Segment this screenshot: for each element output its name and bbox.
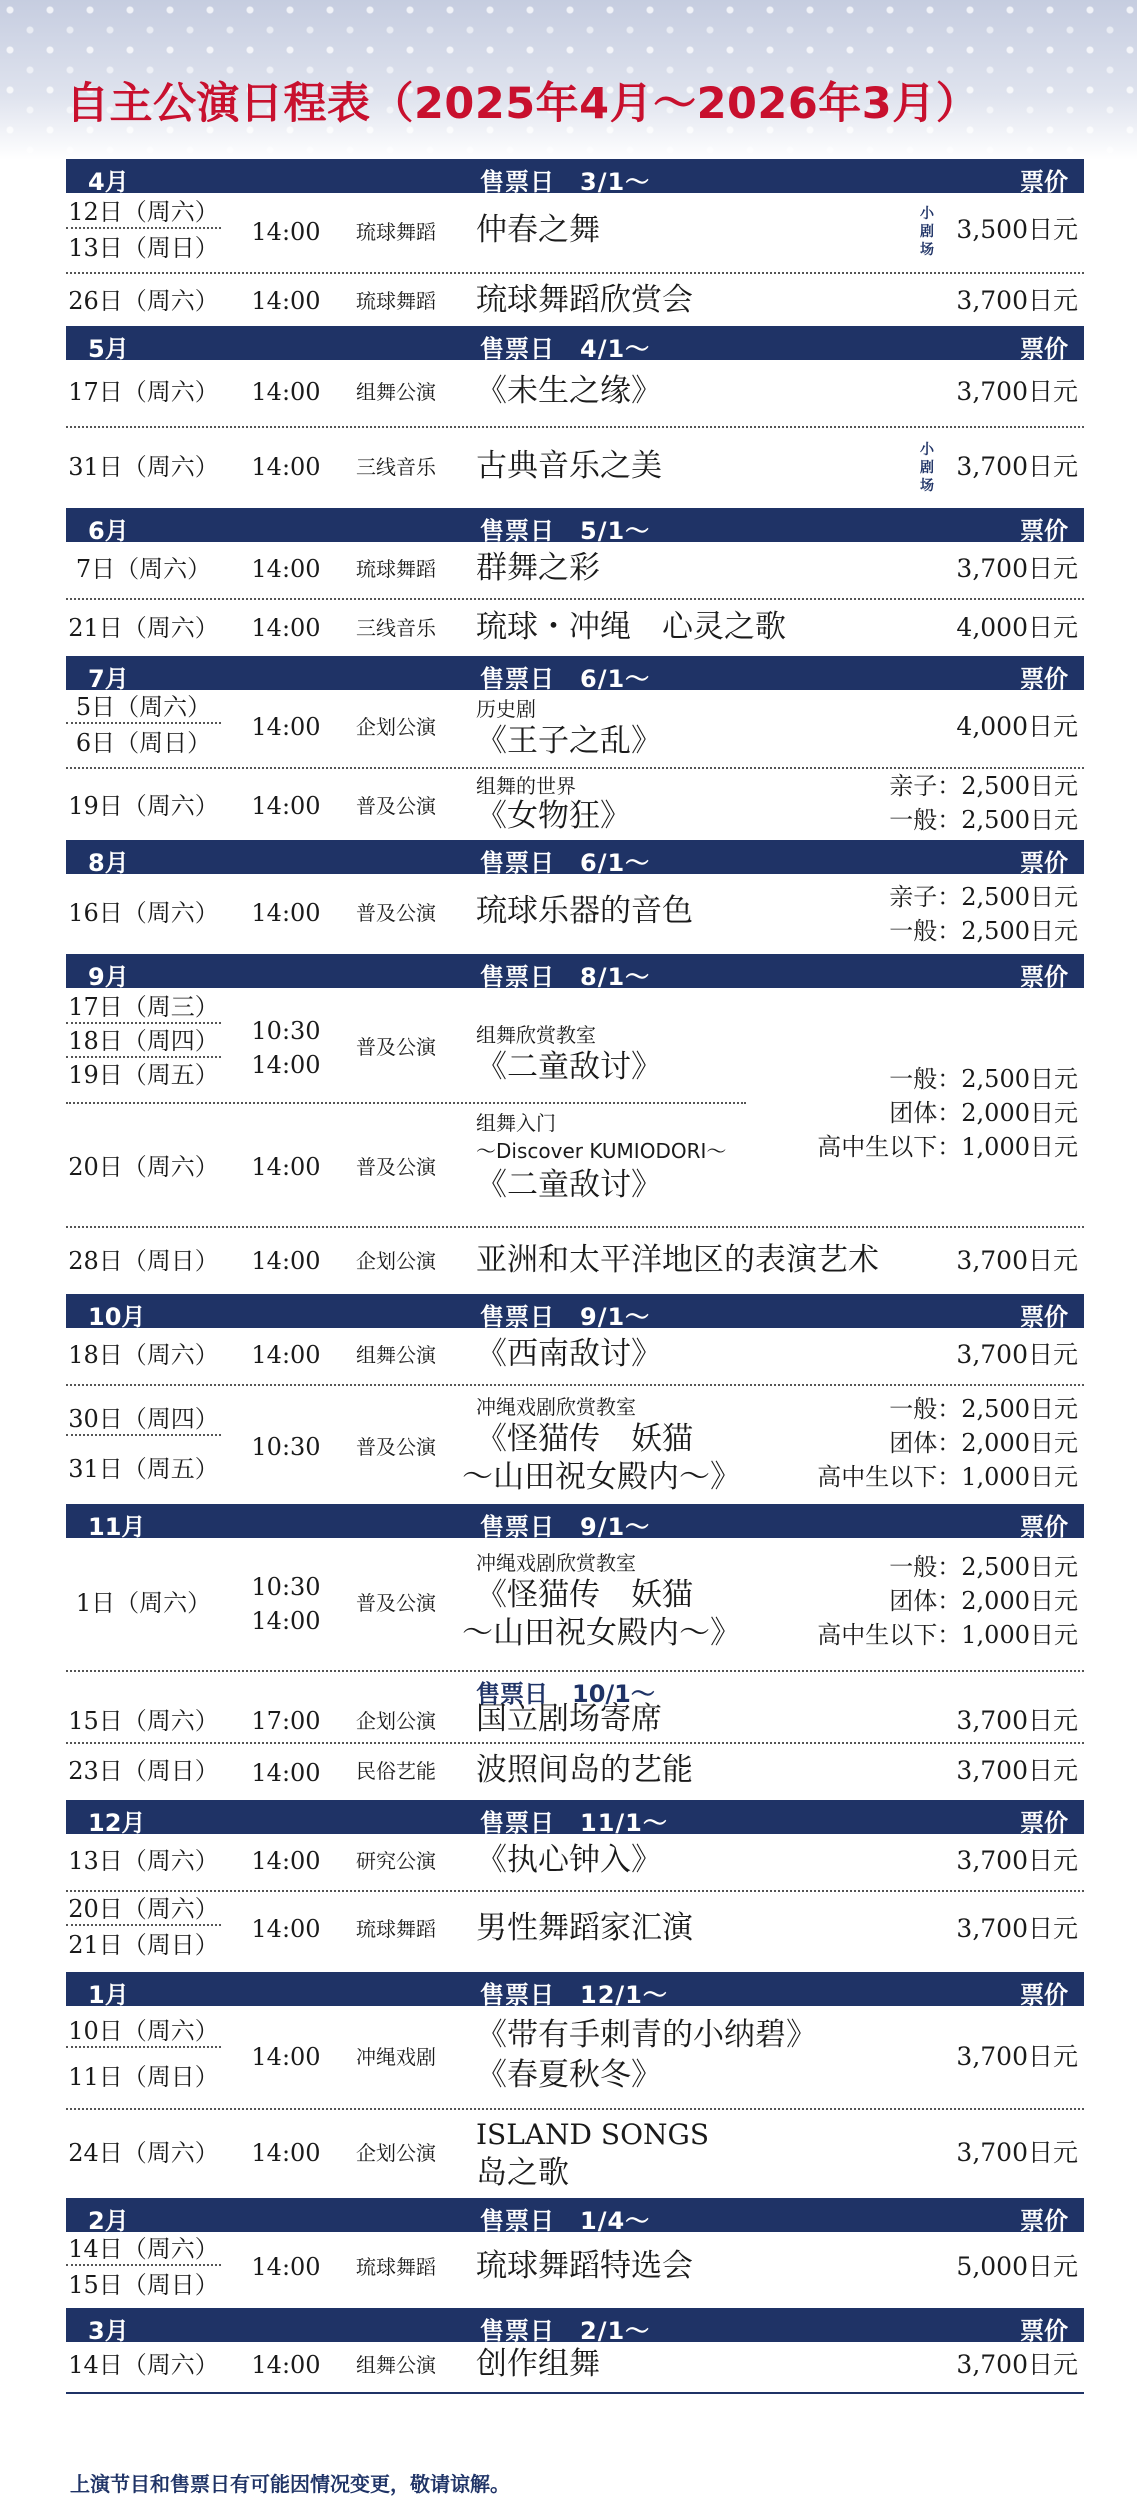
event-time: 17:00 [251, 1707, 321, 1735]
event-date: 13日（周六） [68, 1847, 219, 1875]
event-prices: 亲子：2,500日元 一般：2,500日元 [889, 772, 1078, 834]
event-time: 14:00 [251, 1847, 321, 1875]
event-price: 3,700日元 [956, 1246, 1078, 1275]
event-genre: 企划公演 [356, 2141, 436, 2165]
event-row [66, 2110, 1084, 2198]
event-date: 17日（周六） [68, 378, 219, 406]
event-date: 21日（周六） [68, 614, 219, 642]
event-price: 3,700日元 [956, 1846, 1078, 1875]
event-title: 《王子之乱》 [476, 723, 662, 759]
page-title: 自主公演日程表（2025年4月～2026年3月） [66, 79, 980, 129]
event-title: 岛之歌 [476, 2155, 569, 2191]
event-row [66, 1386, 1084, 1504]
footnote: 上演节目和售票日有可能因情况变更，敬请谅解。 [70, 2472, 510, 2496]
event-time: 10:30 [251, 1017, 321, 1045]
event-date: 26日（周六） [68, 287, 219, 315]
event-genre: 普及公演 [356, 1591, 436, 1615]
event-genre: 企划公演 [356, 1249, 436, 1273]
event-time: 14:00 [251, 218, 321, 246]
event-genre: 普及公演 [356, 1035, 436, 1059]
event-time: 14:00 [251, 1247, 321, 1275]
sale-date: 售票日 4/1～ [480, 335, 651, 363]
event-time: 14:00 [251, 792, 321, 820]
event-price: 3,700日元 [956, 1706, 1078, 1735]
event-price: 3,700日元 [956, 2138, 1078, 2167]
month-label: 9月 [88, 963, 129, 991]
event-price: 3,700日元 [956, 286, 1078, 315]
event-date: 1日（周六） [75, 1589, 212, 1617]
event-row [66, 2342, 1084, 2394]
event-date: 14日（周六） [68, 2351, 219, 2379]
event-genre: 三线音乐 [356, 455, 436, 479]
month-header-oct [66, 1294, 1084, 1331]
event-subtitle: 冲绳戏剧欣赏教室 [476, 1395, 636, 1419]
month-label: 4月 [88, 168, 129, 196]
event-time: 14:00 [251, 2139, 321, 2167]
event-date: 21日（周日） [68, 1931, 219, 1959]
event-title: ～山田祝女殿内～》 [462, 1615, 741, 1651]
month-header-jul [66, 656, 1084, 693]
event-time: 14:00 [251, 713, 321, 741]
price-header: 票价 [1020, 849, 1068, 877]
month-header-dec [66, 1800, 1084, 1837]
event-prices: 一般：2,500日元 团体：2,000日元 高中生以下：1,000日元 [817, 1395, 1078, 1491]
event-row [66, 1672, 1084, 1744]
event-title: 琉球舞蹈特选会 [476, 2248, 693, 2284]
event-row [66, 690, 1084, 769]
event-prices: 一般：2,500日元 团体：2,000日元 高中生以下：1,000日元 [817, 1553, 1078, 1649]
month-header-apr [66, 159, 1084, 196]
event-title: 仲春之舞 [476, 212, 600, 248]
sale-date: 售票日 2/1～ [480, 2317, 651, 2345]
sale-date: 售票日 12/1～ [480, 1981, 668, 2009]
event-genre: 普及公演 [356, 1435, 436, 1459]
month-label: 12月 [88, 1809, 146, 1837]
price-header: 票价 [1020, 2207, 1068, 2235]
event-title: 《带有手刺青的小纳碧》 [476, 2017, 817, 2053]
event-date: 31日（周五） [68, 1455, 219, 1483]
event-date: 6日（周日） [75, 729, 212, 757]
event-time: 14:00 [251, 555, 321, 583]
event-genre: 企划公演 [356, 1709, 436, 1733]
event-genre: 普及公演 [356, 901, 436, 925]
event-date: 12日（周六） [66, 197, 221, 229]
event-time: 10:30 [251, 1433, 321, 1461]
price-header: 票价 [1020, 517, 1068, 545]
event-title: ISLAND SONGS [476, 2118, 710, 2151]
event-price: 3,700日元 [956, 1340, 1078, 1369]
event-price: 4,000日元 [956, 712, 1078, 741]
event-date: 24日（周六） [68, 2139, 219, 2167]
event-title: ～山田祝女殿内～》 [462, 1459, 741, 1495]
month-label: 3月 [88, 2317, 129, 2345]
month-header-mar [66, 2308, 1084, 2345]
small-venue-mark: 小 剧 场 [920, 442, 934, 494]
sale-date: 售票日 6/1～ [480, 665, 651, 693]
event-genre: 琉球舞蹈 [356, 289, 436, 313]
event-row [66, 1228, 1084, 1294]
event-title: 男性舞蹈家汇演 [476, 1910, 693, 1946]
event-title: 亚洲和太平洋地区的表演艺术 [476, 1242, 879, 1278]
event-title: 琉球乐器的音色 [476, 893, 693, 929]
event-date: 5日（周六） [66, 692, 221, 724]
event-price: 3,700日元 [956, 452, 1078, 481]
event-genre: 组舞公演 [356, 2353, 436, 2377]
event-time: 14:00 [251, 1607, 321, 1635]
event-title: 《春夏秋冬》 [476, 2057, 662, 2093]
month-header-sep [66, 954, 1084, 991]
event-genre: 研究公演 [356, 1849, 436, 1873]
event-date: 15日（周日） [68, 2271, 219, 2299]
event-title: 创作组舞 [476, 2346, 600, 2382]
event-time: 14:00 [251, 378, 321, 406]
event-genre: 普及公演 [356, 794, 436, 818]
event-price: 3,700日元 [956, 2042, 1078, 2071]
price-header: 票价 [1020, 1981, 1068, 2009]
event-title: 《怪猫传 妖猫 [476, 1421, 693, 1457]
event-date: 18日（周四） [66, 1026, 221, 1058]
small-venue-mark: 小 剧 场 [920, 206, 934, 258]
header-banner [0, 0, 1137, 160]
price-header: 票价 [1020, 963, 1068, 991]
event-subtitle: 冲绳戏剧欣赏教室 [476, 1551, 636, 1575]
price-header: 票价 [1020, 665, 1068, 693]
event-genre: 琉球舞蹈 [356, 1917, 436, 1941]
month-label: 7月 [88, 665, 129, 693]
event-row [66, 1328, 1084, 1386]
event-date: 30日（周四） [66, 1404, 221, 1436]
event-title: 《二童敌讨》 [476, 1167, 662, 1203]
event-row-group [66, 988, 1084, 1228]
sale-date: 售票日 9/1～ [480, 1513, 651, 1541]
event-prices: 一般：2,500日元 团体：2,000日元 高中生以下：1,000日元 [817, 1065, 1078, 1161]
event-date: 20日（周六） [66, 1894, 221, 1926]
event-time: 14:00 [251, 1051, 321, 1079]
event-row [66, 1744, 1084, 1800]
event-row [66, 1538, 1084, 1672]
event-date: 31日（周六） [68, 453, 219, 481]
month-header-feb [66, 2198, 1084, 2235]
price-header: 票价 [1020, 1303, 1068, 1331]
event-row [66, 274, 1084, 326]
sub-sale-date: 售票日 10/1～ [476, 1680, 655, 1708]
event-genre: 三线音乐 [356, 616, 436, 640]
event-genre: 琉球舞蹈 [356, 220, 436, 244]
month-label: 11月 [88, 1513, 146, 1541]
event-date: 11日（周日） [68, 2063, 219, 2091]
event-date: 19日（周六） [68, 792, 219, 820]
event-time: 14:00 [251, 1153, 321, 1181]
price-header: 票价 [1020, 1809, 1068, 1837]
event-price: 3,700日元 [956, 1756, 1078, 1785]
event-genre: 组舞公演 [356, 1343, 436, 1367]
event-row [66, 542, 1084, 600]
sale-date: 售票日 5/1～ [480, 517, 651, 545]
month-header-nov [66, 1504, 1084, 1541]
event-price: 3,700日元 [956, 1914, 1078, 1943]
sale-date: 售票日 3/1～ [480, 168, 651, 196]
event-price: 3,700日元 [956, 2350, 1078, 2379]
event-row [66, 2006, 1084, 2110]
month-header-may [66, 326, 1084, 363]
sale-date: 售票日 8/1～ [480, 963, 651, 991]
event-time: 14:00 [251, 453, 321, 481]
event-genre: 企划公演 [356, 715, 436, 739]
event-date: 7日（周六） [75, 555, 212, 583]
event-genre: 普及公演 [356, 1155, 436, 1179]
event-row [66, 600, 1084, 656]
event-time: 14:00 [251, 614, 321, 642]
event-date: 28日（周日） [68, 1247, 219, 1275]
sale-date: 售票日 1/4～ [480, 2207, 651, 2235]
event-row [66, 874, 1084, 954]
event-row [66, 428, 1084, 508]
event-row [66, 2232, 1084, 2308]
month-label: 8月 [88, 849, 129, 877]
event-date: 17日（周三） [66, 992, 221, 1024]
event-time: 14:00 [251, 1759, 321, 1787]
event-subtitle: 组舞的世界 [476, 774, 576, 798]
price-header: 票价 [1020, 168, 1068, 196]
sale-date: 售票日 6/1～ [480, 849, 651, 877]
event-title: 波照间岛的艺能 [476, 1752, 693, 1788]
event-title: 《怪猫传 妖猫 [476, 1577, 693, 1613]
event-time: 14:00 [251, 899, 321, 927]
month-label: 10月 [88, 1303, 146, 1331]
event-date: 15日（周六） [68, 1707, 219, 1735]
event-title: 《女物狂》 [476, 798, 631, 834]
event-genre: 冲绳戏剧 [356, 2045, 436, 2069]
price-header: 票价 [1020, 335, 1068, 363]
event-row [66, 1892, 1084, 1972]
event-subtitle: ～Discover KUMIODORI～ [476, 1139, 727, 1163]
price-header: 票价 [1020, 1513, 1068, 1541]
event-subtitle: 组舞入门 [476, 1111, 556, 1135]
event-date: 10日（周六） [66, 2016, 221, 2048]
event-genre: 琉球舞蹈 [356, 2255, 436, 2279]
event-time: 14:00 [251, 2351, 321, 2379]
schedule-table [66, 159, 1084, 2394]
event-subtitle: 组舞欣赏教室 [476, 1023, 596, 1047]
event-date: 20日（周六） [68, 1153, 219, 1181]
event-title: 琉球舞蹈欣赏会 [476, 282, 693, 318]
month-label: 5月 [88, 335, 129, 363]
event-prices: 亲子：2,500日元 一般：2,500日元 [889, 883, 1078, 945]
month-header-jan [66, 1972, 1084, 2009]
price-header: 票价 [1020, 2317, 1068, 2345]
event-price: 5,000日元 [956, 2252, 1078, 2281]
event-title: 《未生之缘》 [476, 373, 662, 409]
event-price: 3,700日元 [956, 377, 1078, 406]
event-price: 3,700日元 [956, 554, 1078, 583]
event-title: 《二童敌讨》 [476, 1049, 662, 1085]
month-header-aug [66, 840, 1084, 877]
event-date: 13日（周日） [68, 234, 219, 262]
event-date: 14日（周六） [66, 2234, 221, 2266]
event-time: 14:00 [251, 287, 321, 315]
event-price: 4,000日元 [956, 613, 1078, 642]
event-row [66, 769, 1084, 840]
event-title: 《执心钟入》 [476, 1842, 662, 1878]
sale-date: 售票日 11/1～ [480, 1809, 668, 1837]
event-price: 3,500日元 [956, 215, 1078, 244]
event-time: 14:00 [251, 1915, 321, 1943]
event-title: 琉球・冲绳 心灵之歌 [476, 609, 786, 645]
sale-date: 售票日 9/1～ [480, 1303, 651, 1331]
row-divider [66, 1102, 746, 1104]
event-time: 10:30 [251, 1573, 321, 1601]
event-genre: 民俗艺能 [356, 1759, 436, 1783]
month-label: 2月 [88, 2207, 129, 2235]
event-subtitle: 历史剧 [476, 697, 536, 721]
event-date: 18日（周六） [68, 1341, 219, 1369]
event-time: 14:00 [251, 1341, 321, 1369]
event-date: 19日（周五） [68, 1061, 219, 1089]
event-time: 14:00 [251, 2253, 321, 2281]
month-label: 6月 [88, 517, 129, 545]
event-title: 古典音乐之美 [476, 448, 662, 484]
event-title: 《西南敌讨》 [476, 1336, 662, 1372]
event-genre: 琉球舞蹈 [356, 557, 436, 581]
event-title: 国立剧场寄席 [476, 1701, 662, 1737]
event-genre: 组舞公演 [356, 380, 436, 404]
event-row [66, 1834, 1084, 1892]
event-time: 14:00 [251, 2043, 321, 2071]
event-row [66, 193, 1084, 274]
event-row [66, 360, 1084, 428]
event-date: 16日（周六） [68, 899, 219, 927]
month-label: 1月 [88, 1981, 129, 2009]
event-title: 群舞之彩 [476, 550, 600, 586]
event-date: 23日（周日） [68, 1757, 219, 1785]
month-header-jun [66, 508, 1084, 545]
